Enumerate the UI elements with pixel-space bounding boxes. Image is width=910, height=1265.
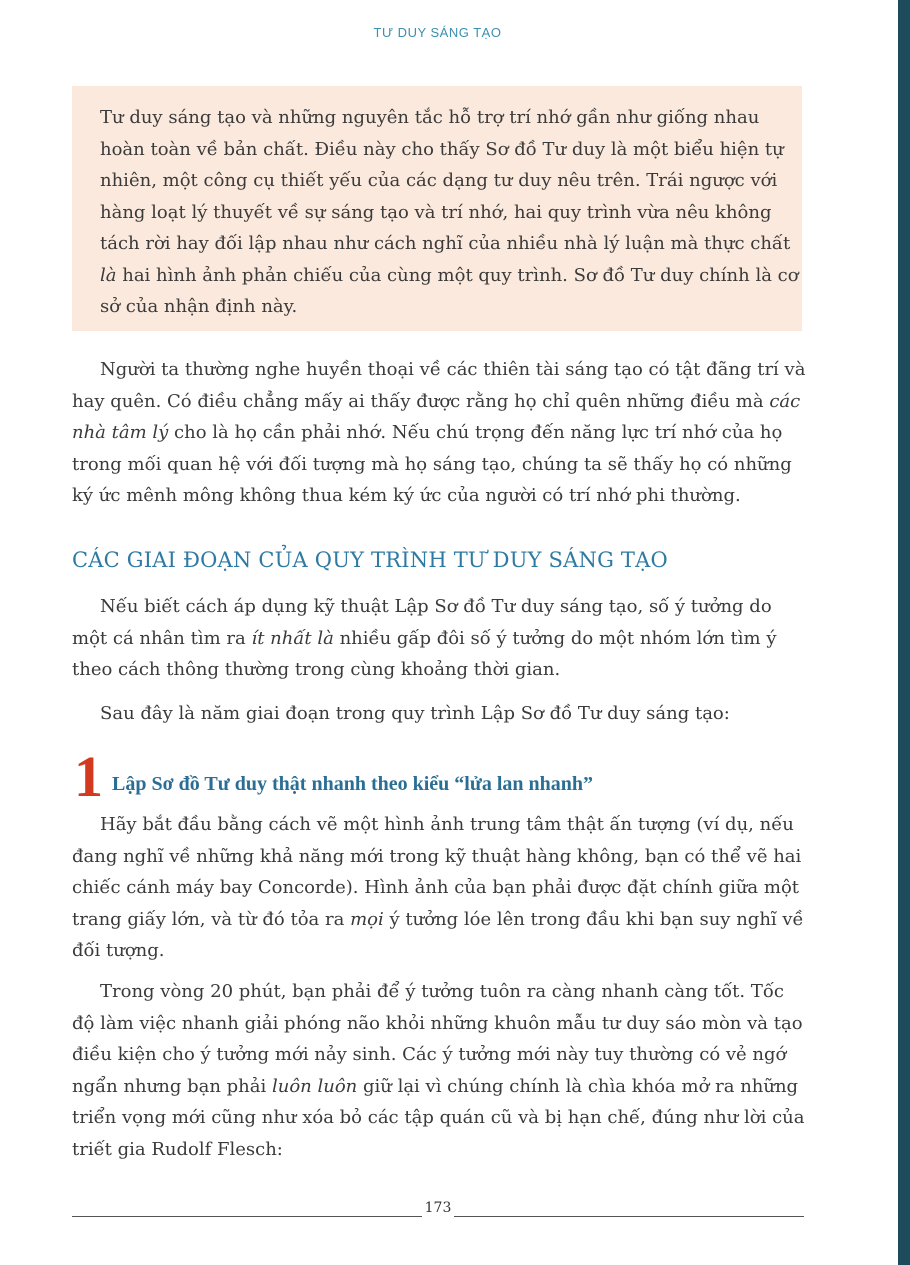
page-edge-strip xyxy=(898,0,910,1265)
section-heading: CÁC GIAI ĐOẠN CỦA QUY TRÌNH TƯ DUY SÁNG TẠO xyxy=(72,548,668,572)
step-number: 1 xyxy=(74,744,103,809)
page-number: 173 xyxy=(424,1200,452,1216)
step-heading: Lập Sơ đồ Tư duy thật nhanh theo kiểu “lửa lan nhanh” xyxy=(112,773,594,795)
step-para2-part1: Trong vòng 20 phút, bạn phải để ý tưởng tuôn ra càng nhanh càng tốt. Tốc độ làm việc nhanh giải phóng não khỏi những khuôn mẫu tư duy sáo mòn và tạo điều kiện cho ý tưởng mới nảy sinh. Các ý tưởng mới này tuy thường có vẻ ngớ ngẩn nhưng bạn phải xyxy=(72,981,803,1097)
callout-text-part2: hai hình ảnh phản chiếu của cùng một quy trình. Sơ đồ Tư duy chính là cơ sở của nhận định này. xyxy=(100,264,799,317)
callout-text-part1: Tư duy sáng tạo và những nguyên tắc hỗ trợ trí nhớ gần như giống nhau hoàn toàn về bản chất. Điều này cho thấy Sơ đồ Tư duy là một biểu hiện tự nhiên, một công cụ thiết yếu của các dạng tư duy nêu trên. Trái ngược với hàng loạt lý thuyết về sự sáng tạo và trí nhớ, hai quy trình vừa nêu không tách rời hay đối lập nhau như cách nghĩ của nhiều nhà lý luận mà thực chất xyxy=(100,107,791,254)
step-paragraph-2 xyxy=(72,976,807,1165)
section-paragraph-1 xyxy=(72,591,807,686)
section-para1-part2: nhiều gấp đôi số ý tưởng do một nhóm lớn tìm ý theo cách thông thường trong cùng khoảng thời gian. xyxy=(72,627,777,680)
running-header: TƯ DUY SÁNG TẠO xyxy=(373,25,502,40)
intro-part1: Người ta thường nghe huyền thoại về các thiên tài sáng tạo có tật đãng trí và hay quên. Có điều chẳng mấy ai thấy được rằng họ chỉ quên những điều mà xyxy=(72,359,806,412)
step-para1-emphasis: mọi xyxy=(350,908,384,930)
step-paragraph-1 xyxy=(72,809,807,967)
intro-paragraph xyxy=(72,354,807,512)
section-paragraph-2: Sau đây là năm giai đoạn trong quy trình Lập Sơ đồ Tư duy sáng tạo: xyxy=(100,703,730,724)
intro-part2: cho là họ cần phải nhớ. Nếu chú trọng đến năng lực trí nhớ của họ trong mối quan hệ với đối tượng mà họ sáng tạo, chúng ta sẽ thấy họ có những ký ức mênh mông không thua kém ký ức của người có trí nhớ phi thường. xyxy=(72,422,792,506)
step-para1-part2: ý tưởng lóe lên trong đầu khi bạn suy nghĩ về đối tượng. xyxy=(72,908,804,961)
section-para1-part1: Nếu biết cách áp dụng kỹ thuật Lập Sơ đồ Tư duy sáng tạo, số ý tưởng do một cá nhân tìm ra xyxy=(72,596,772,649)
step-para2-emphasis: luôn luôn xyxy=(271,1075,358,1097)
footer-rule-right xyxy=(454,1216,804,1217)
callout-box xyxy=(72,86,802,331)
callout-text xyxy=(100,102,800,323)
step-para2-part2: giữ lại vì chúng chính là chìa khóa mở ra những triển vọng mới cũng như xóa bỏ các tập quán cũ và bị hạn chế, đúng như lời của triết gia Rudolf Flesch: xyxy=(72,1075,805,1160)
intro-emphasis: các nhà tâm lý xyxy=(72,390,801,443)
step-para1-part1: Hãy bắt đầu bằng cách vẽ một hình ảnh trung tâm thật ấn tượng (ví dụ, nếu đang nghĩ về những khả năng mới trong kỹ thuật hàng không, bạn có thể vẽ hai chiếc cánh máy bay Concorde). Hình ảnh của bạn phải được đặt chính giữa một trang giấy lớn, và từ đó tỏa ra xyxy=(72,814,802,930)
callout-emphasis: là xyxy=(100,264,117,286)
section-para1-emphasis: ít nhất là xyxy=(251,627,334,649)
footer-rule-left xyxy=(72,1216,422,1217)
